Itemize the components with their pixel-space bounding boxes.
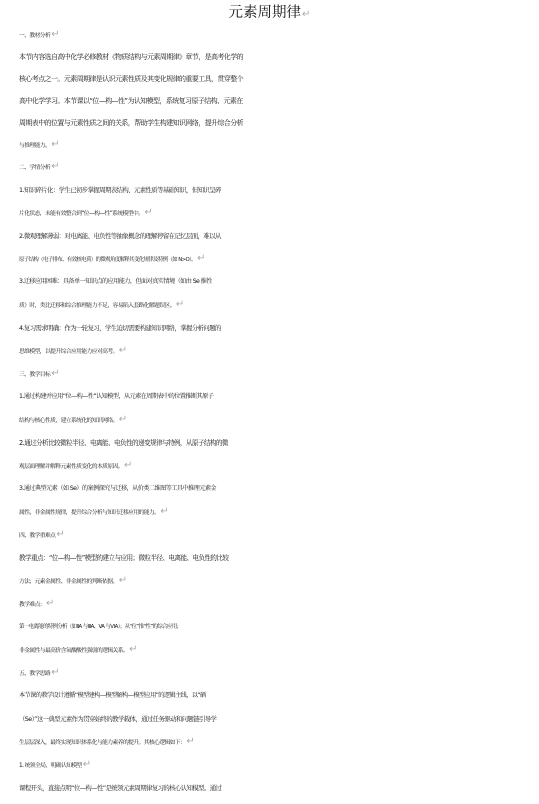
heading-textbook-analysis: 一、教材分析↵ (19, 29, 59, 40)
paragraph-mark-icon: ↵ (144, 207, 153, 218)
paragraph-mark-icon: ↵ (82, 759, 91, 770)
body-line: 3.通过典型元素（如 Se）的案例探究与迁移，从价类二维图等工具中推理元素金 (19, 485, 216, 492)
paragraph-mark-icon: ↵ (129, 644, 137, 655)
body-line: 2.通过分析比较微粒半径、电离能、电负性的递变规律与特例，从原子结构的微 (19, 439, 228, 447)
body-line: 核心考点之一。元素周期律是认识元素性质及其变化规律的重要工具，贯穿整个 (19, 75, 243, 83)
heading-key-points: 四、教学重难点↵ (19, 529, 65, 540)
paragraph-mark-icon: ↵ (51, 139, 59, 150)
body-line: 非金属性与最高价含氧酸酸性强弱的逻辑关系。↵ (19, 644, 137, 655)
paragraph-mark-icon: ↵ (51, 161, 59, 172)
body-line: 1.通过构建并应用“位—构—性”认知模型，从元素在周期表中的位置推断其原子 (19, 393, 214, 400)
body-line: 方法；元素金属性、非金属性的判断依据。↵ (19, 575, 127, 586)
body-line: 结构与核心性质，建立系统化的知识网络。↵ (19, 414, 127, 425)
heading-teaching-approach: 五、教学思路↵ (19, 667, 59, 678)
body-line: 属性、非金属性规律，提升综合分析与知识迁移应用的能力。↵ (19, 506, 169, 517)
paragraph-mark-icon: ↵ (56, 529, 65, 540)
body-line: 本节内容选自高中化学必修教材《物质结构与元素周期律》章节，是高考化学的 (19, 53, 243, 61)
body-line: 片化状态，未能有效整合到“位—构—性”系统模型中。↵ (19, 207, 153, 218)
body-line: 2.微观理解薄弱：对电离能、电负性等抽象概念的理解停留在记忆层面，难以从 (19, 232, 221, 240)
heading-learner-analysis: 二、学情分析↵ (19, 161, 59, 172)
body-line: 高中化学学习。本节课以“位—构—性”为认知模型，系统复习原子结构、元素在 (19, 97, 243, 105)
paragraph-mark-icon: ↵ (302, 9, 311, 20)
paragraph-mark-icon: ↵ (118, 414, 127, 425)
body-line: 与推理能力。↵ (19, 139, 59, 150)
body-line: 教学难点：↵ (19, 598, 54, 609)
paragraph-mark-icon: ↵ (175, 299, 184, 310)
body-line: 1. 统领全局，明确认知模型↵ (19, 759, 91, 770)
document-title: 元素周期律↵ (228, 5, 311, 21)
body-line: 观层面理解并解释元素性质变化的本质原因。↵ (19, 460, 132, 471)
body-line: 本节课的教学设计遵循“模型建构—模型解构—模型应用”的逻辑主线，以“硒 (19, 692, 206, 699)
body-line: 第一电离能的特例分析（如ⅡA 与ⅢA、VA 与ⅥA）；从“位”推“性”的综合应用； (19, 624, 182, 630)
body-line: 原子结构（电子排布、有效核电荷）的微观角度解释其变化规律及特例（如 N>O）。↵ (19, 253, 205, 264)
body-line: 课程开头，直接点明“位—构—性”是统领元素周期律复习的核心认知模型。通过 (19, 784, 222, 792)
body-line: 生层层深入，最终实现知识体系化与能力素养的提升。其核心逻辑如下：↵ (19, 736, 195, 747)
body-line: （Se）”这一典型元素作为贯穿始终的教学载体，通过任务驱动和问题链引导学 (19, 715, 217, 723)
paragraph-mark-icon: ↵ (118, 345, 127, 356)
paragraph-mark-icon: ↵ (46, 598, 54, 609)
paragraph-mark-icon: ↵ (186, 736, 195, 747)
body-line: 教学重点：“位—构—性”模型的建立与应用；微粒半径、电离能、电负性的比较 (19, 554, 229, 562)
paragraph-mark-icon: ↵ (51, 667, 59, 678)
paragraph-mark-icon: ↵ (160, 506, 169, 517)
paragraph-mark-icon: ↵ (51, 29, 59, 40)
body-line: 周期表中的位置与元素性质之间的关系，帮助学生构建知识网络，提升综合分析 (19, 119, 243, 127)
body-line: 质）时，类比迁移和综合推理能力不足，容易陷入套路化解题误区。↵ (19, 299, 184, 310)
paragraph-mark-icon: ↵ (51, 368, 59, 379)
body-line: 4.复习需求明确：作为一轮复习，学生迫切需要构建知识网络，掌握分析问题的 (19, 324, 221, 332)
body-line: 思维模型，以提升综合应用能力应对高考。↵ (19, 345, 127, 356)
paragraph-mark-icon: ↵ (123, 460, 132, 471)
paragraph-mark-icon: ↵ (197, 253, 205, 264)
paragraph-mark-icon: ↵ (118, 575, 127, 586)
heading-teaching-goals: 三、教学目标↵ (19, 368, 59, 379)
body-line: 3.迁移应用困难：具备单一知识点的应用能力，但面对真实情境（如由 Se 推性 (19, 278, 212, 285)
body-line: 1.知识碎片化：学生已初步掌握周期表结构、元素性质等基础知识，但知识呈碎 (19, 186, 221, 194)
